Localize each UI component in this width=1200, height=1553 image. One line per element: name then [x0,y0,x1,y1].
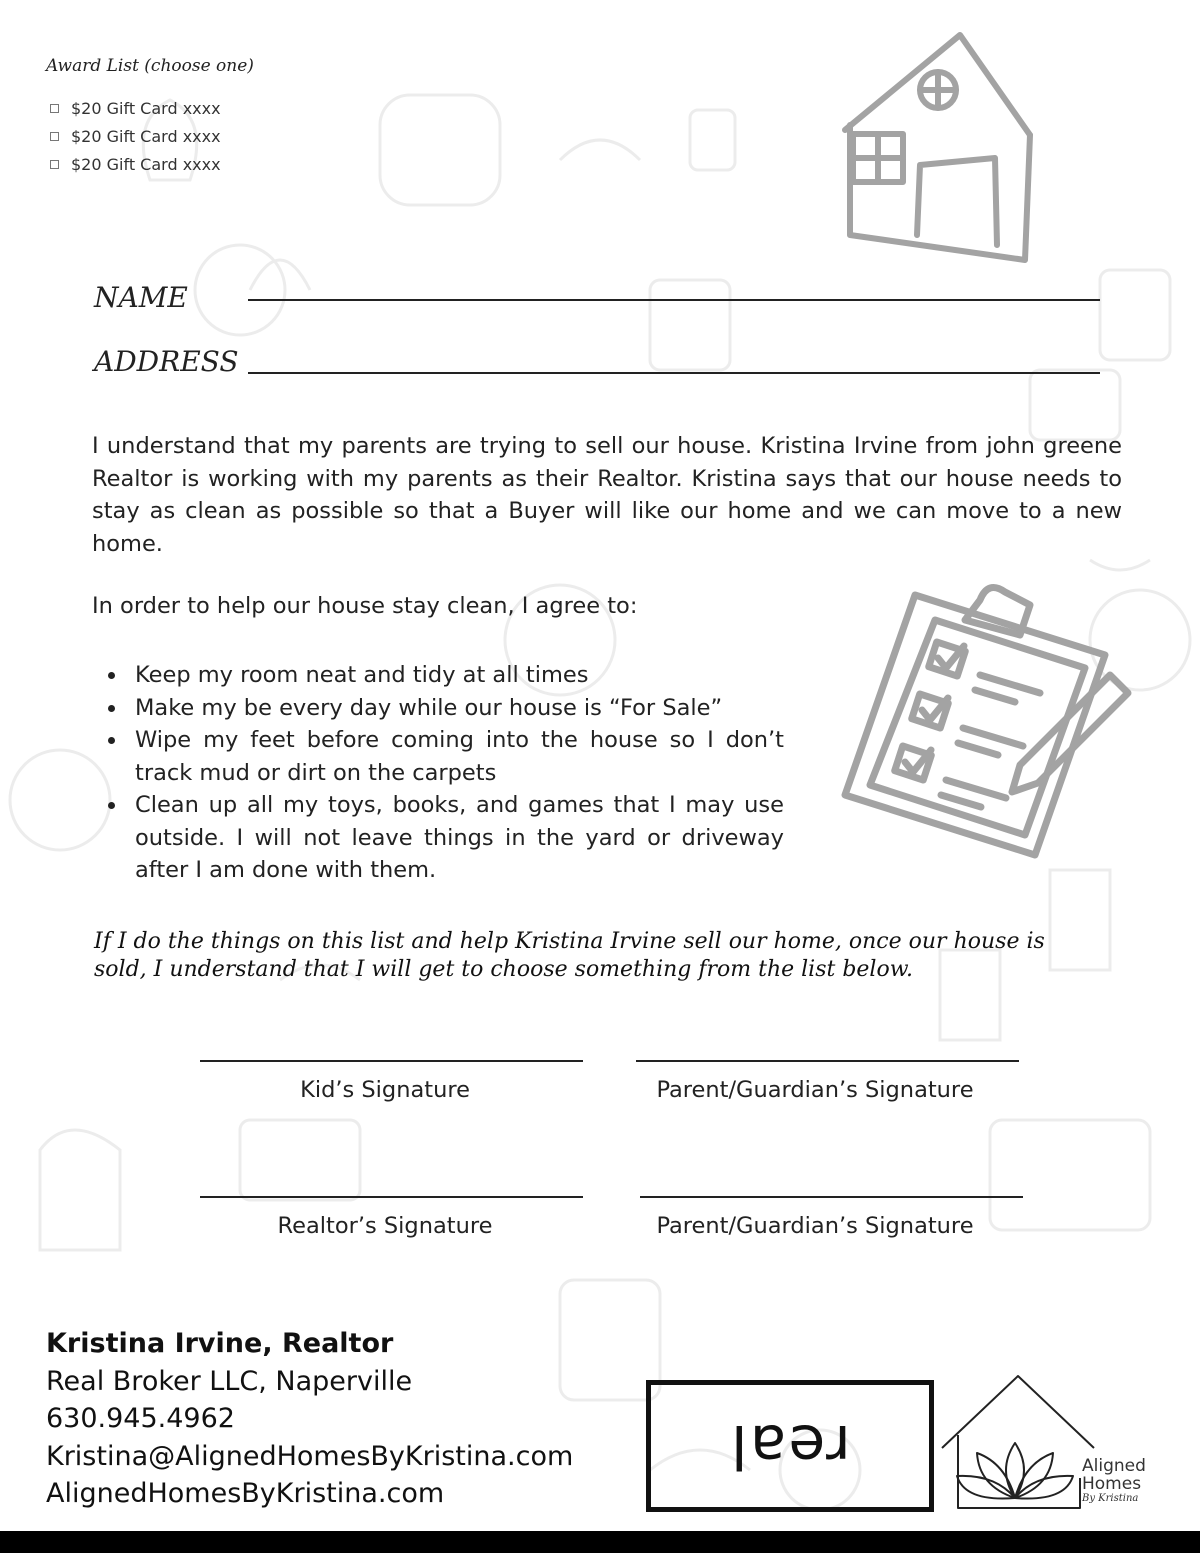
house-icon [825,30,1040,270]
email-link[interactable]: Kristina@AlignedHomesByKristina.com [46,1440,574,1472]
contact-block [46,1325,573,1513]
award-item[interactable]: $20 Gift Card xxxx [50,94,221,122]
award-list [50,94,221,178]
agreement-list [92,659,784,887]
list-item: Wipe my feet before coming into the house so I don’t track mud or dirt on the carpets [92,724,784,789]
award-item[interactable]: $20 Gift Card xxxx [50,122,221,150]
pledge-text: If I do the things on this list and help Kristina Irvine sell our home, once our house is sold, I understand that I will get to choose something from the list below. [94,929,1045,982]
address-field[interactable] [248,372,1100,374]
parent-signature-field[interactable] [636,1060,1019,1062]
kid-signature-field[interactable] [200,1060,583,1062]
checkbox-icon[interactable] [50,132,59,141]
real-logo [646,1380,934,1512]
real-logo-text: real [729,1411,851,1481]
parent2-signature-label: Parent/Guardian’s Signature [656,1213,974,1239]
checkbox-icon[interactable] [50,160,59,169]
award-item[interactable]: $20 Gift Card xxxx [50,150,221,178]
intro-paragraph: I understand that my parents are trying to sell our house. Kristina Irvine from john greene Realtor is working with my parents as their Realtor. Kristina says that our house needs to stay as clean as possible so that a Buyer will like our home and we can move to a new home. [92,433,1122,557]
parent2-signature-field[interactable] [640,1196,1023,1198]
phone-number[interactable]: 630.945.4962 [46,1403,235,1435]
realtor-signature-label: Realtor’s Signature [277,1213,493,1239]
list-item: Keep my room neat and tidy at all times [92,659,784,692]
agree-lead-text: In order to help our house stay clean, I agree to: [92,593,638,619]
bottom-bar [0,1531,1200,1553]
checkbox-icon[interactable] [50,104,59,113]
parent-signature-label: Parent/Guardian’s Signature [656,1077,974,1103]
clipboard-icon [840,580,1140,865]
company-name: Real Broker LLC, Naperville [46,1365,413,1397]
list-item: Make my be every day while our house is “For Sale” [92,692,784,725]
website-link[interactable]: AlignedHomesByKristina.com [46,1478,445,1510]
agent-name: Kristina Irvine, Realtor [46,1328,394,1359]
aligned-homes-wordmark: Aligned Homes By Kristina [1082,1456,1146,1504]
address-label: ADDRESS [94,345,239,378]
name-field[interactable] [248,299,1100,301]
realtor-signature-field[interactable] [200,1196,583,1198]
name-label: NAME [94,281,188,314]
award-list-title: Award List (choose one) [46,56,254,76]
list-item: Clean up all my toys, books, and games that I may use outside. I will not leave things in the yard or driveway after I am done with them. [92,789,784,887]
kid-signature-label: Kid’s Signature [300,1077,470,1103]
aligned-homes-logo-icon [940,1373,1100,1513]
